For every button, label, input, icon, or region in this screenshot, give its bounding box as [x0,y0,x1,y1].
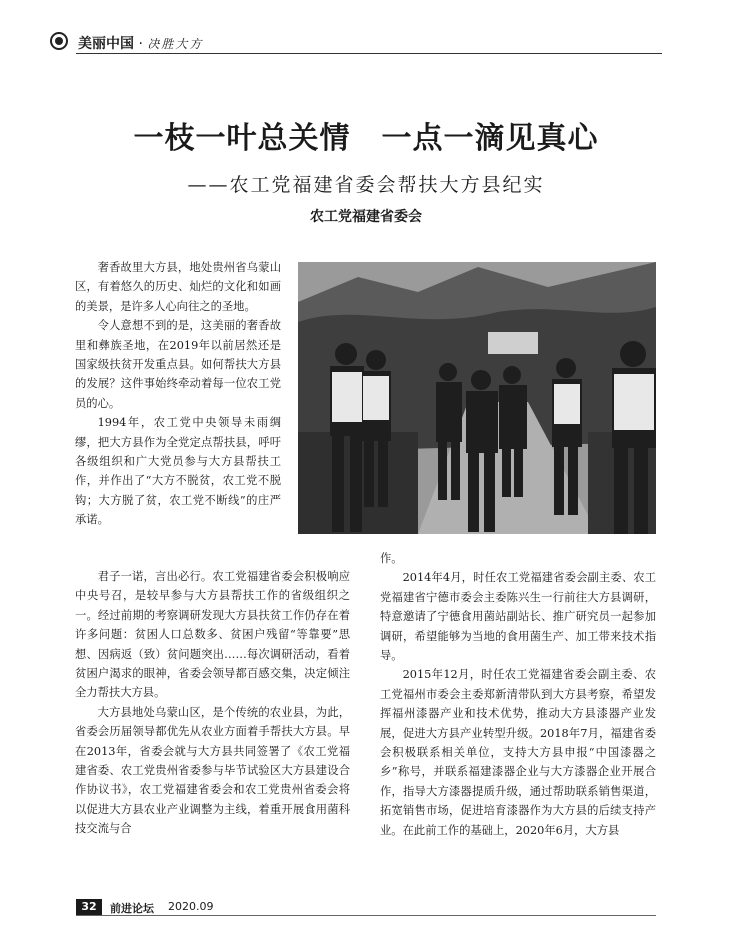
header-rule [76,53,662,54]
article-title: 一枝一叶总关情 一点一滴见真心 [133,121,599,156]
paragraph-5: 大方县地处乌蒙山区，是个传统的农业县，为此，省委会历届领导都优先从农业方面着手帮扶大方县。早在2013年，省委会就与大方县共同签署了《农工党福建省委、农工党贵州省委参与毕节试验区大方县建设合作协议书》，农工党福建省委会和农工党贵州省委会将以促进大方县农业产业调整为主线，着重开展食用菌科技交流与合 [75,705,350,836]
article-photo [298,262,656,534]
paragraph-2: 令人意想不到的是，这美丽的奢香故里和彝族圣地，在2019年以前居然还是国家级扶贫开发重点县。如何帮扶大方县的发展？这件事始终牵动着每一位农工党员的心。 [75,319,281,410]
header-separator: · [138,36,143,52]
photo-group-visit [298,262,656,534]
paragraph-7: 2015年12月，时任农工党福建省委会副主委、农工党福州市委会主委郑新清带队到大方县考察，希望发挥福州漆器产业和技术优势，推动大方县漆器产业发展，促进大方县产业转型升级。2018年7月，福建省委会积极联系相关单位，支持大方县申报“中国漆器之乡”称号，并联系福建漆器企业与大方漆器企业开展合作，指导大方漆器提质升级，通过帮助联系销售渠道，拓宽销售市场，促进培育漆器作为大方县的后续支持产业。在此前工作的基础上，2020年6月，大方县 [380,668,656,837]
body-column-left-bottom [75,567,350,839]
magazine-name: 前进论坛 [110,902,154,915]
header-text [78,33,203,53]
paragraph-1: 奢香故里大方县，地处贵州省乌蒙山区，有着悠久的历史、灿烂的文化和如画的美景，是许多人心向往之的圣地。 [75,261,281,313]
body-column-left-top [75,258,281,530]
article-author: 农工党福建省委会 [310,209,422,225]
paragraph-3: 1994年，农工党中央领导未雨绸缪，把大方县作为全党定点帮扶县，呼吁各级组织和广大党员参与大方县帮扶工作，并作出了“大方不脱贫，农工党不脱钩；大方脱了贫，农工党不断线”的庄严承诺。 [75,416,281,527]
article-subtitle: ——农工党福建省委会帮扶大方县纪实 [187,174,545,196]
page-number: 32 [76,899,102,915]
header-section: 美丽中国 [78,36,134,52]
paragraph-6: 2014年4月，时任农工党福建省委会副主委、农工党福建省宁德市委会主委陈兴生一行前往大方县调研，特意邀请了宁德食用菌站副站长、推广研究员一起参加调研，希望能够为当地的食用菌生产、加工带来技术指导。 [380,571,656,663]
footer-rule [76,915,656,916]
header-tagline: 决胜大方 [147,37,204,51]
paragraph-4: 君子一诺，言出必行。农工党福建省委会积极响应中央号召，是较早参与大方县帮扶工作的省级组织之一。经过前期的考察调研发现大方县扶贫工作仍存在着许多问题：贫困人口总数多、贫困户残留“等靠要”思想、因病返（致）贫问题突出……每次调研活动，看着贫困户渴求的眼神，省委会领导都百感交集，决定倾注全力帮扶大方县。 [75,570,350,700]
running-header [50,30,662,54]
issue-date: 2020.09 [168,900,214,913]
body-column-right [380,549,656,840]
magazine-logo-icon [50,32,68,50]
paragraph-5-continued: 作。 [380,552,403,565]
